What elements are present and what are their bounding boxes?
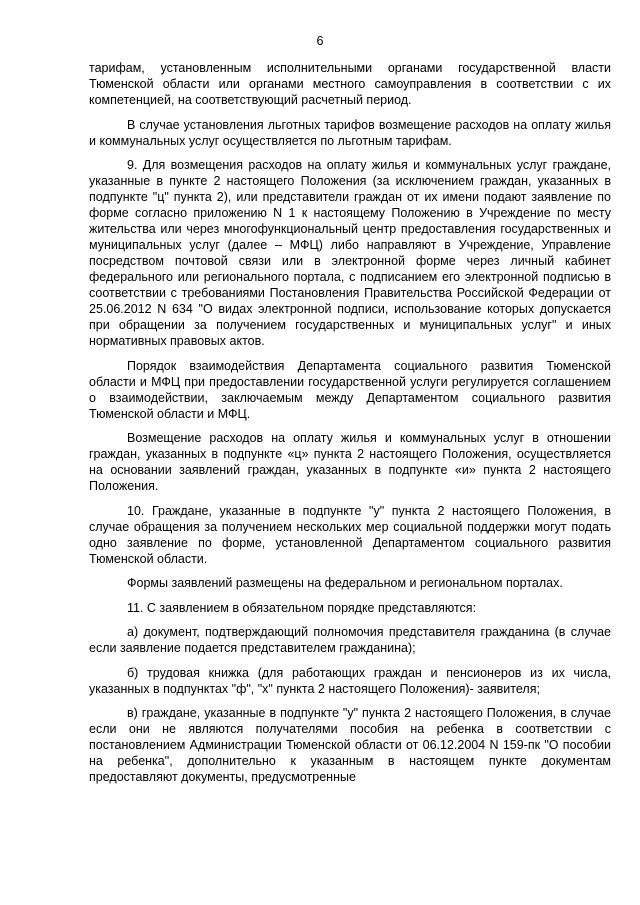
paragraph-application-forms: Формы заявлений размещены на федеральном и региональном порталах.: [127, 576, 563, 590]
paragraph-item-10: 10. Граждане, указанные в подпункте "у" пункта 2 настоящего Положения, в случае обращения за получением нескольких мер социальной поддержки могут подать одно заявление по форме, установленной Департаментом социального развития Тюменской области.: [89, 503, 611, 566]
paragraph-item-9: 9. Для возмещения расходов на оплату жилья и коммунальных услуг граждане, указанные в пункте 2 настоящего Положения (за исключением граждан, указанных в подпункте "ц" пункта 2), или представители граждан от их имени подают заявление по форме согласно приложению N 1 к настоящему Положению в Учреждение по месту жительства или через многофункциональный центр предоставления государственных и муниципальных услуг (далее – МФЦ) либо направляют в Учреждение, Управление посредством почтовой связи или в электронной форме через личный кабинет федерального или регионального портала, с подписанием его электронной подписью в соответствии с требованиями Постановления Правительства Российской Федерации от 25.06.2012 N 634 "О видах электронной подписи, использование которых допускается при обращении за получением государственных и муниципальных услуг" и иных нормативных правовых актов.: [89, 158, 611, 348]
paragraph-item-11-a: а) документ, подтверждающий полномочия представителя гражданина (в случае если заявление подается представителем гражданина);: [89, 625, 611, 655]
paragraph-preferential-tariffs: В случае установления льготных тарифов возмещение расходов на оплату жилья и коммунальных услуг осуществляется по льготным тарифам.: [89, 117, 611, 148]
paragraph-item-11-v: в) граждане, указанные в подпункте "у" пункта 2 настоящего Положения, в случае если они не являются получателями пособия на ребенка в соответствии с постановлением Администрации Тюменской области от 06.12.2004 N 159-пк "О пособии на ребенка", дополнительно к указанным в настоящем пункте документам предоставляют документы, предусмотренные: [89, 706, 611, 784]
paragraph-item-11: 11. С заявлением в обязательном порядке представляются:: [127, 600, 477, 615]
paragraph-reimbursement-ts: Возмещение расходов на оплату жилья и коммунальных услуг в отношении граждан, указанных в подпункте «ц» пункта 2 настоящего Положения, осуществляется на основании заявлений граждан, указанных в подпункте «и» пункта 2 настоящего Положения.: [89, 431, 611, 493]
paragraph-interaction-procedure: Порядок взаимодействия Департамента социального развития Тюменской области и МФЦ при предоставлении государственной услуги регулируется соглашением о взаимодействии, заключаемым между Департаментом социального развития Тюменской области и МФЦ.: [89, 358, 611, 421]
paragraph-tariffs-continued: тарифам, установленным исполнительными органами государственной власти Тюменской области или органами местного самоуправления в соответствии с их компетенцией, на соответствующий расчетный период.: [89, 61, 611, 107]
paragraph-item-11-b: б) трудовая книжка (для работающих граждан и пенсионеров из их числа, указанных в подпунктах "ф", "х" пункта 2 настоящего Положения)- заявителя;: [89, 665, 611, 696]
document-body: [89, 60, 611, 785]
page-number: 6: [316, 34, 324, 48]
